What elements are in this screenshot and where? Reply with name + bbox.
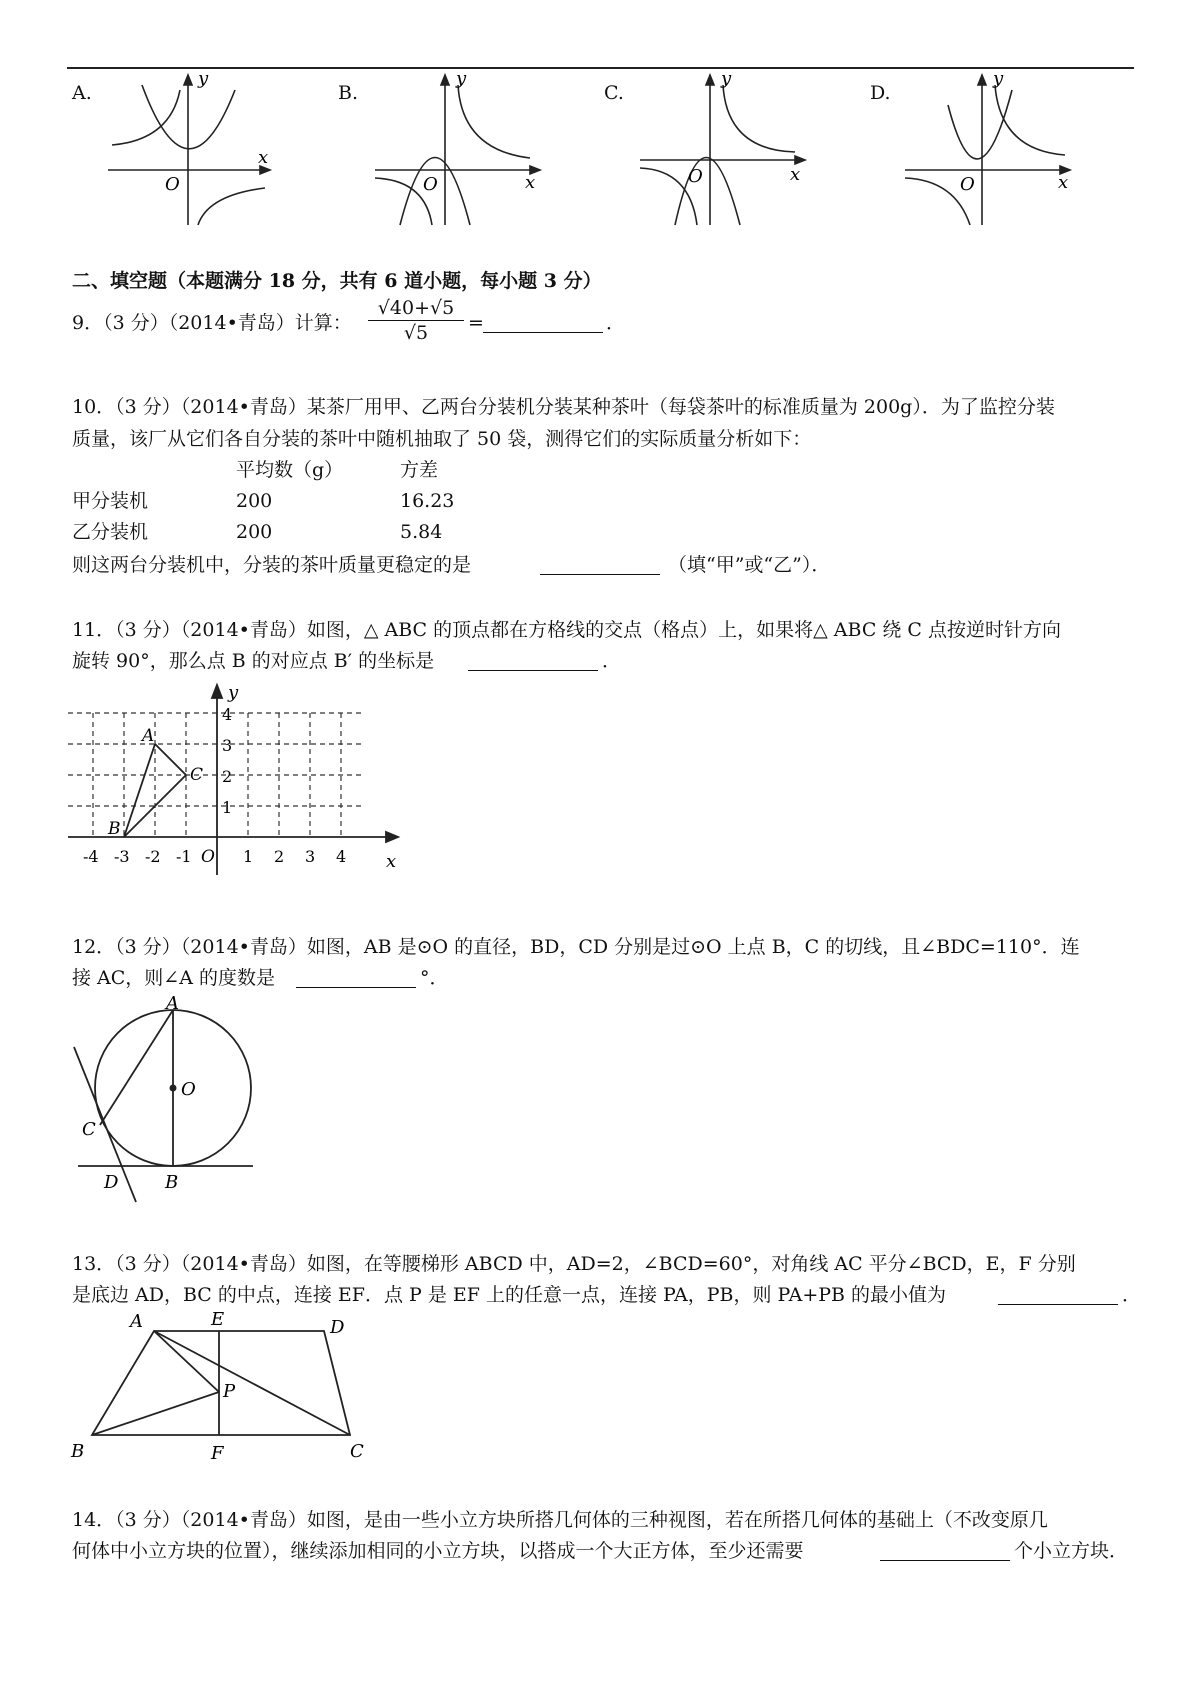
q12-point-c: C <box>82 1119 96 1140</box>
q14-answer-blank[interactable] <box>880 1560 1010 1561</box>
y-tick: 2 <box>222 767 233 786</box>
q9-suffix: ． <box>606 312 626 334</box>
x-tick: -3 <box>114 847 130 866</box>
choice-c-label: C. <box>604 82 624 104</box>
q14-line2-prefix: 何体中小立方块的位置），继续添加相同的小立方块，以搭成一个大正方体，至少还需要 <box>72 1540 804 1562</box>
q13-point-p: P <box>223 1381 236 1402</box>
q11-origin-label: O <box>201 847 215 867</box>
x-tick: 1 <box>243 847 254 866</box>
q11-grid-figure <box>68 680 408 880</box>
y-tick: 3 <box>222 736 233 755</box>
graph-y-label: y <box>721 70 732 89</box>
q12-line2-suffix: °． <box>420 967 449 989</box>
graph-x-label: x <box>1058 172 1069 193</box>
q10-row1-name: 甲分装机 <box>72 490 149 512</box>
q13-point-c: C <box>350 1441 364 1462</box>
q14-line1: 14．（3 分）（2014•青岛）如图，是由一些小立方块所搭几何体的三种视图，若在所搭几何体的基础上（不改变原几 <box>72 1509 1048 1531</box>
q10-header-variance: 方差 <box>400 459 439 481</box>
q10-row2-name: 乙分装机 <box>72 521 149 543</box>
x-tick: -2 <box>145 847 161 866</box>
graph-origin-label: O <box>423 174 438 195</box>
q9-numerator: √40+√5 <box>377 297 455 319</box>
q9-prefix: 9．（3 分）（2014•青岛）计算： <box>72 312 352 334</box>
q12-line2-prefix: 接 AC，则∠A 的度数是 <box>72 967 275 989</box>
q10-line1: 10．（3 分）（2014•青岛）某茶厂用甲、乙两台分装机分装某种茶叶（每袋茶叶的标准质量为 200g）．为了监控分装 <box>72 396 1055 418</box>
q12-circle-figure <box>68 995 268 1207</box>
choice-d-graph <box>900 70 1075 230</box>
top-rule <box>67 67 1134 69</box>
y-tick: 4 <box>222 705 233 724</box>
q10-row1-mean: 200 <box>236 490 273 512</box>
choice-b-graph <box>370 70 545 230</box>
q10-header-mean: 平均数（g） <box>236 459 344 481</box>
q11-line2-prefix: 旋转 90°，那么点 B 的对应点 B′ 的坐标是 <box>72 650 435 672</box>
q10-answer-blank[interactable] <box>540 574 660 575</box>
q13-line2-suffix: ． <box>1122 1284 1142 1306</box>
q11-point-a: A <box>142 726 155 746</box>
q12-point-a: A <box>166 995 179 1014</box>
q13-point-a: A <box>130 1311 143 1332</box>
choice-a-graph <box>100 70 275 230</box>
section-title: 二、填空题（本题满分 18 分，共有 6 道小题，每小题 3 分） <box>72 270 602 292</box>
choice-a-label: A. <box>72 82 92 104</box>
q13-answer-blank[interactable] <box>998 1304 1118 1305</box>
q9-fraction <box>366 296 466 345</box>
q10-row1-variance: 16.23 <box>400 490 455 512</box>
choice-d-label: D. <box>870 82 891 104</box>
q9-equals: = <box>468 312 484 334</box>
q13-line2-prefix: 是底边 AD，BC 的中点，连接 EF．点 P 是 EF 上的任意一点，连接 PA，PB，则 PA+PB 的最小值为 <box>72 1284 947 1306</box>
graph-origin-label: O <box>165 174 180 195</box>
q12-point-d: D <box>104 1172 119 1193</box>
q13-line1: 13．（3 分）（2014•青岛）如图，在等腰梯形 ABCD 中，AD=2，∠BCD=60°，对角线 AC 平分∠BCD，E，F 分别 <box>72 1253 1076 1275</box>
q10-line3-suffix: （填“甲”或“乙”）． <box>668 554 831 576</box>
x-tick: -1 <box>176 847 192 866</box>
graph-x-label: x <box>258 147 269 168</box>
x-tick: 2 <box>274 847 285 866</box>
q11-line1: 11．（3 分）（2014•青岛）如图，△ ABC 的顶点都在方格线的交点（格点）上，如果将△ ABC 绕 C 点按逆时针方向 <box>72 619 1062 641</box>
choice-c-graph <box>635 70 810 230</box>
q10-line2: 质量，该厂从它们各自分装的茶叶中随机抽取了 50 袋，测得它们的实际质量分析如下： <box>72 428 812 450</box>
q9-answer-blank[interactable] <box>483 332 603 333</box>
y-tick: 1 <box>222 798 233 817</box>
q10-row2-mean: 200 <box>236 521 273 543</box>
q11-point-b: B <box>108 819 121 839</box>
q13-trapezoid-figure <box>68 1305 378 1465</box>
q12-answer-blank[interactable] <box>296 987 416 988</box>
q9-denominator: √5 <box>403 322 429 344</box>
x-tick: 3 <box>305 847 316 866</box>
x-tick: -4 <box>83 847 99 866</box>
x-tick: 4 <box>336 847 347 866</box>
q13-point-e: E <box>211 1309 225 1330</box>
graph-y-label: y <box>993 70 1004 89</box>
q13-point-b: B <box>71 1441 85 1462</box>
q14-line2-suffix: 个小立方块． <box>1014 1540 1129 1562</box>
q13-point-d: D <box>330 1317 345 1338</box>
graph-x-label: x <box>790 164 801 185</box>
q10-line3-prefix: 则这两台分装机中，分装的茶叶质量更稳定的是 <box>72 554 472 576</box>
q12-point-o: O <box>181 1079 196 1100</box>
q10-row2-variance: 5.84 <box>400 521 443 543</box>
graph-origin-label: O <box>688 166 703 187</box>
q12-line1: 12．（3 分）（2014•青岛）如图，AB 是⊙O 的直径，BD，CD 分别是过⊙O 上点 B，C 的切线，且∠BDC=110°．连 <box>72 936 1080 958</box>
graph-x-label: x <box>525 172 536 193</box>
graph-origin-label: O <box>960 174 975 195</box>
q11-answer-blank[interactable] <box>468 670 598 671</box>
q13-point-f: F <box>211 1443 224 1464</box>
graph-y-label: y <box>456 70 467 89</box>
choice-b-label: B. <box>338 82 359 104</box>
q11-line2-suffix: ． <box>602 650 622 672</box>
q11-point-c: C <box>190 765 204 785</box>
q11-x-axis-label: x <box>386 851 397 872</box>
q12-point-b: B <box>165 1172 179 1193</box>
graph-y-label: y <box>198 70 209 89</box>
q11-y-axis-label: y <box>228 682 239 703</box>
